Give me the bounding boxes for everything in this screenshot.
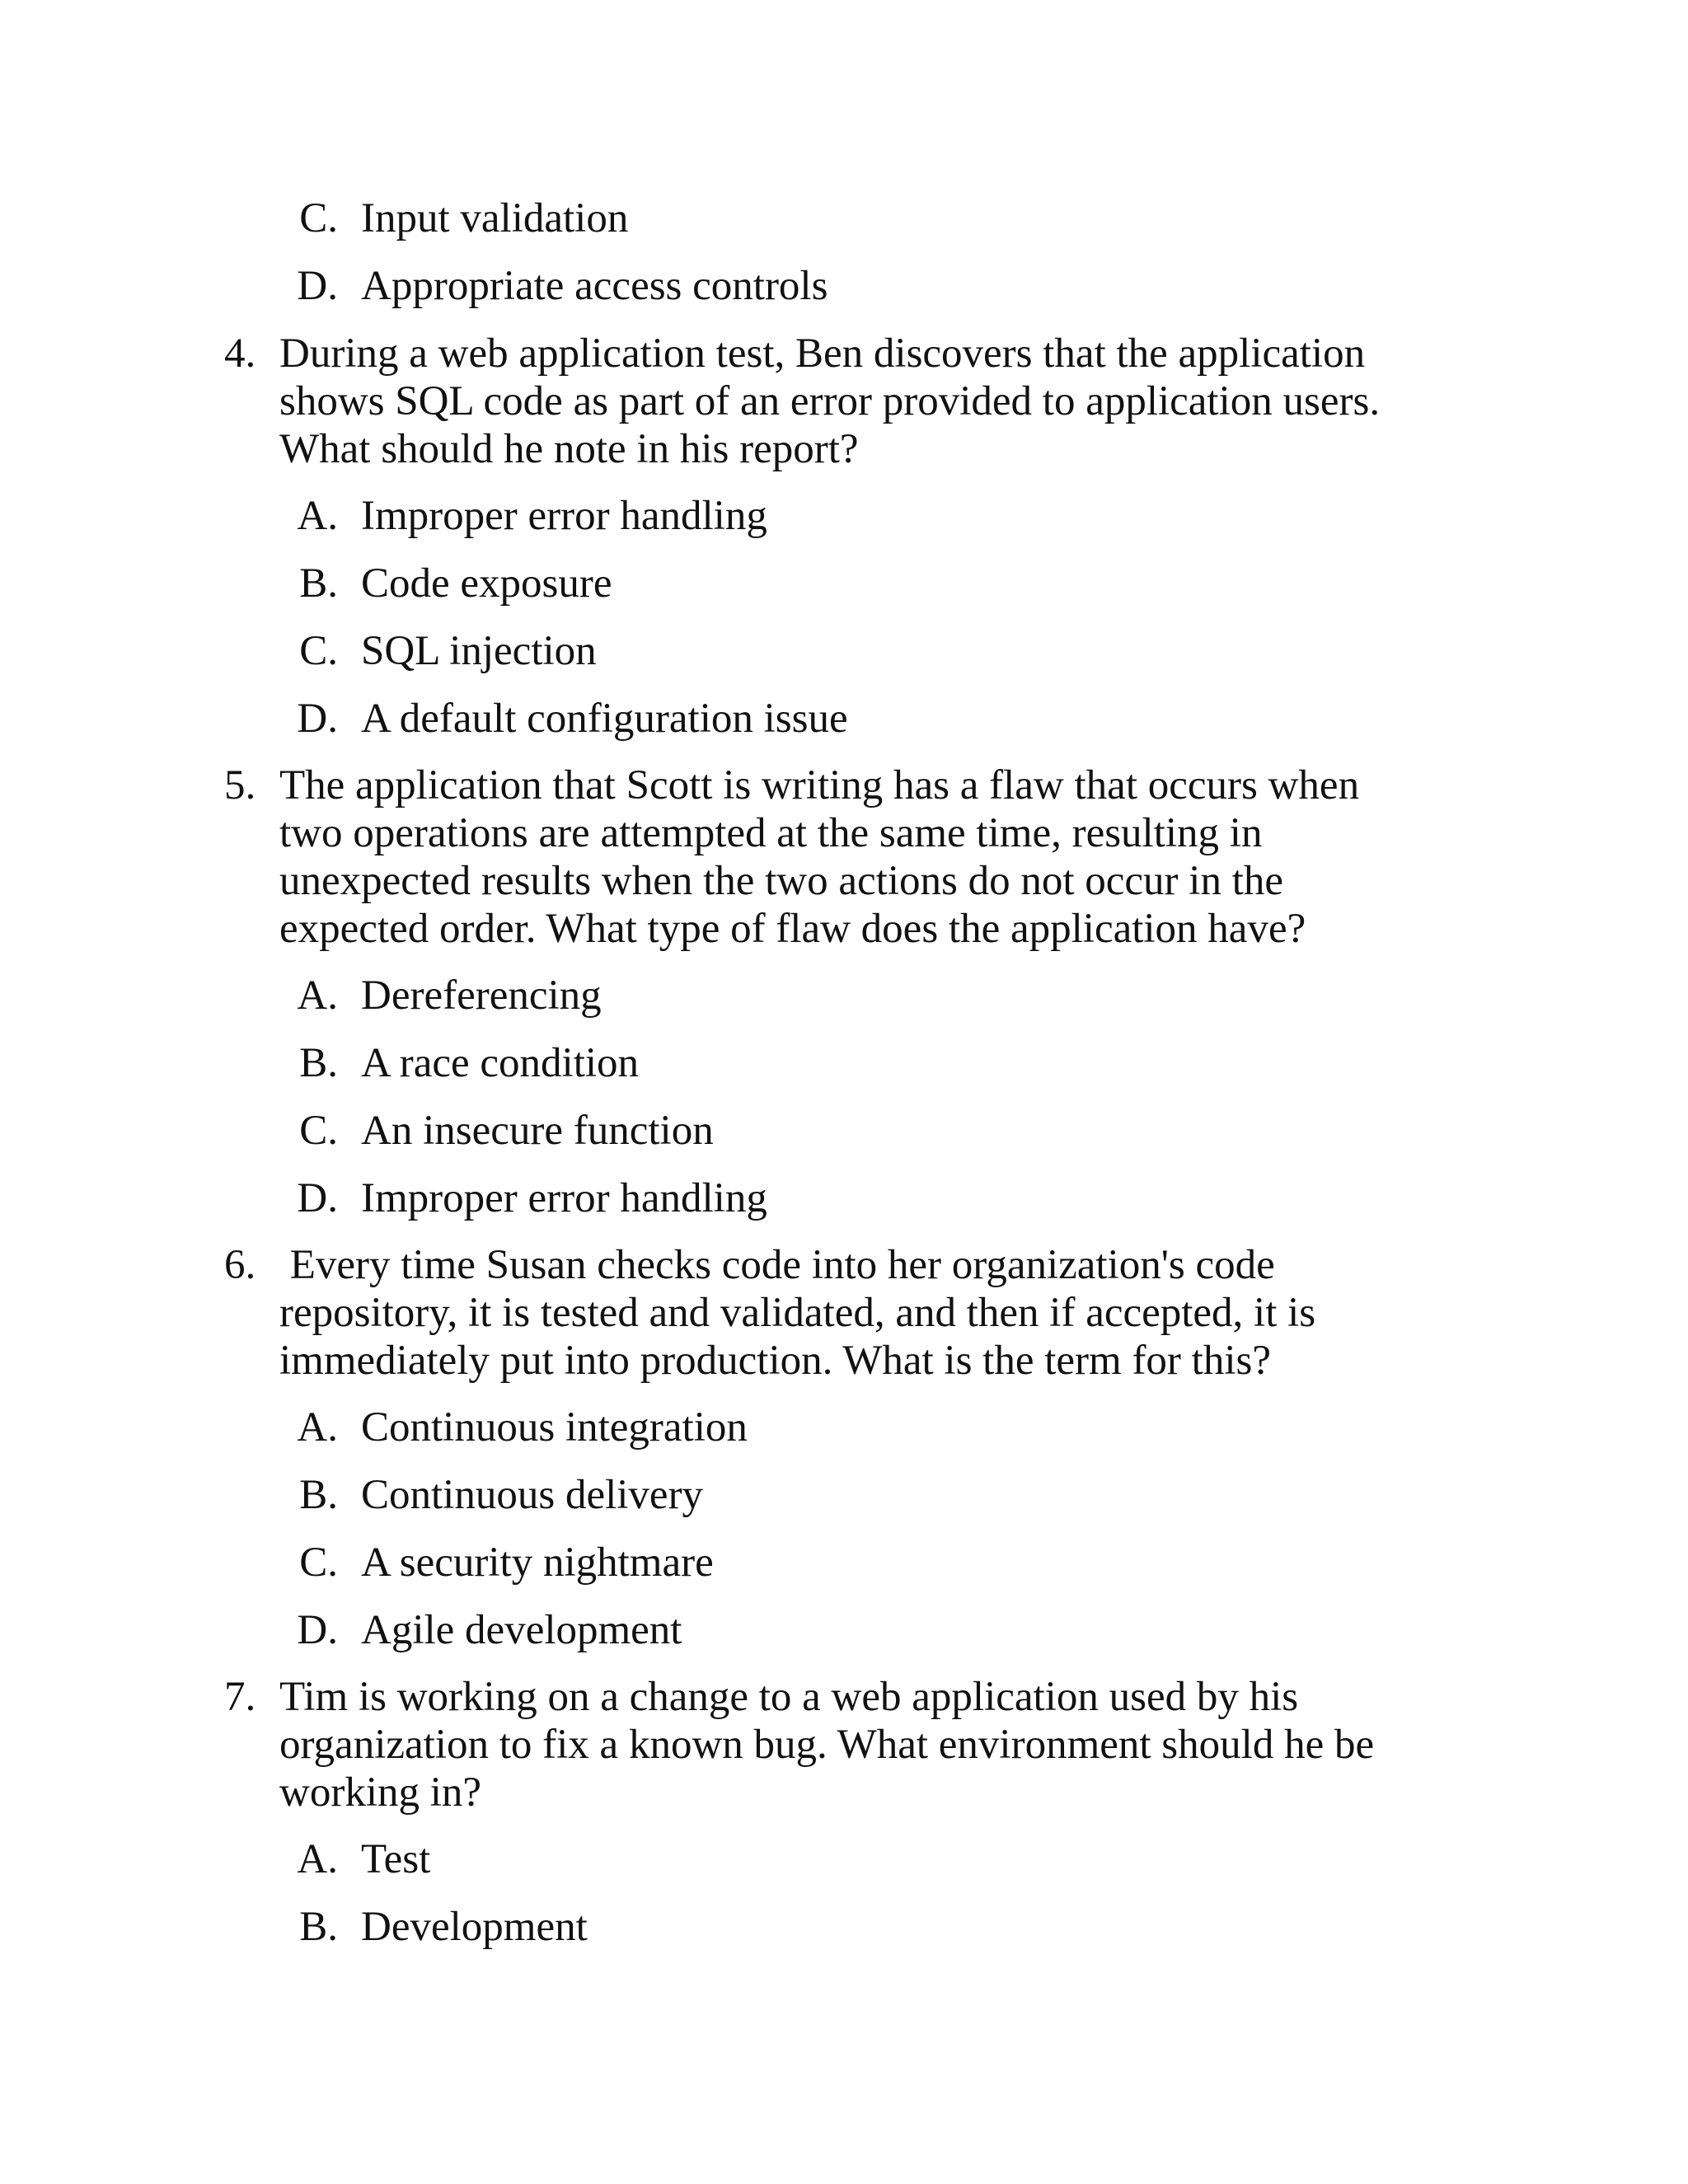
option-text: A security nightmare	[361, 1540, 714, 1586]
question-line: organization to fix a known bug. What environment should he be	[279, 1722, 1375, 1768]
option-text: Agile development	[361, 1607, 682, 1653]
question-line: expected order. What type of flaw does the application have?	[279, 906, 1306, 952]
question-line: immediately put into production. What is the term for this?	[279, 1338, 1271, 1384]
question-number: 4.	[224, 330, 256, 377]
question-line: Tim is working on a change to a web application used by his	[279, 1674, 1299, 1720]
option-letter: B.	[299, 1040, 338, 1086]
option-text: Dereferencing	[361, 972, 602, 1019]
option-text: Test	[361, 1836, 431, 1882]
option-text: Code exposure	[361, 560, 612, 607]
question-line: two operations are attempted at the same time, resulting in	[279, 810, 1263, 856]
option-text: A default configuration issue	[361, 696, 848, 742]
question-text	[279, 330, 1565, 473]
question-line: The application that Scott is writing has a flaw that occurs when	[279, 762, 1360, 808]
option-letter: D.	[297, 1607, 338, 1653]
question-text	[279, 1673, 1565, 1816]
option-text: Continuous delivery	[361, 1472, 704, 1518]
option-letter: B.	[299, 1472, 338, 1518]
question-text	[279, 1241, 1565, 1385]
option-text: Improper error handling	[361, 1175, 767, 1221]
option-letter: B.	[299, 1904, 338, 1950]
option-text: Appropriate access controls	[361, 263, 828, 309]
question-line: shows SQL code as part of an error provided to application users.	[279, 378, 1381, 424]
question-text	[279, 762, 1565, 953]
question-line: What should he note in his report?	[279, 426, 859, 472]
option-letter: A.	[297, 972, 338, 1019]
option-letter: C.	[299, 628, 338, 674]
option-text: Improper error handling	[361, 493, 767, 539]
question-line: unexpected results when the two actions do not occur in the	[279, 858, 1283, 904]
question-line: repository, it is tested and validated, and then if accepted, it is	[279, 1290, 1316, 1336]
option-letter: A.	[297, 1404, 338, 1451]
option-text: Continuous integration	[361, 1404, 748, 1451]
option-letter: A.	[297, 1836, 338, 1882]
option-letter: C.	[299, 1540, 338, 1586]
option-letter: B.	[299, 560, 338, 607]
question-number: 7.	[224, 1674, 256, 1720]
option-letter: A.	[297, 493, 338, 539]
option-text: Input validation	[361, 195, 629, 241]
option-letter: D.	[297, 696, 338, 742]
option-letter: D.	[297, 263, 338, 309]
option-letter: C.	[299, 195, 338, 241]
option-text: A race condition	[361, 1040, 640, 1086]
question-number: 6.	[224, 1242, 256, 1288]
option-letter: D.	[297, 1175, 338, 1221]
option-text: An insecure function	[361, 1108, 714, 1154]
option-text: SQL injection	[361, 628, 597, 674]
question-line: working in?	[279, 1769, 482, 1816]
question-line: During a web application test, Ben discovers that the application	[279, 330, 1366, 377]
question-line: Every time Susan checks code into her organization's code	[279, 1242, 1275, 1288]
option-text: Development	[361, 1904, 588, 1950]
question-number: 5.	[224, 762, 256, 808]
option-letter: C.	[299, 1108, 338, 1154]
